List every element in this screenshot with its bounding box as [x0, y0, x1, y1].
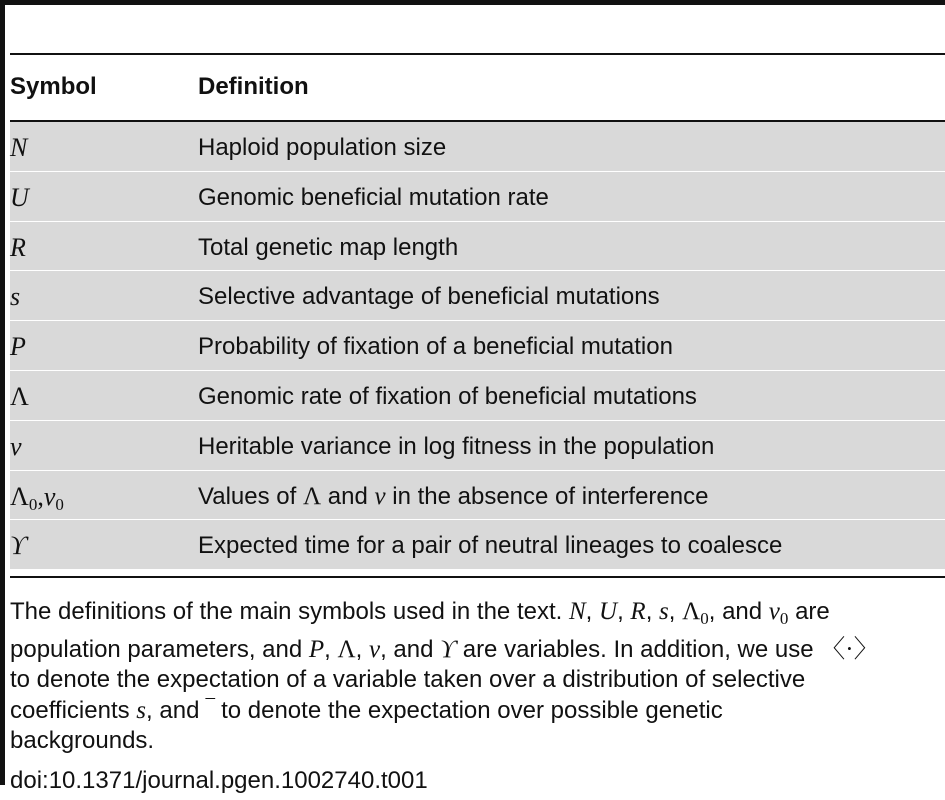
symbol-cell: s: [10, 282, 21, 312]
definition-cell: Heritable variance in log fitness in the population: [198, 432, 715, 460]
math-lambda: Λ: [302, 482, 322, 510]
caption-line: backgrounds.: [10, 727, 155, 754]
table-body: [10, 122, 945, 570]
caption-text: are: [788, 598, 830, 625]
caption-text: ,: [645, 598, 660, 625]
math-symbol: s: [136, 696, 147, 724]
caption-text: , and: [380, 635, 441, 663]
symbol-cell: R: [10, 232, 26, 262]
table-caption: [10, 597, 945, 757]
symbol-cell: P: [10, 332, 26, 362]
table-row: [10, 321, 945, 371]
caption-text: ,: [324, 635, 338, 663]
table-row: [10, 271, 945, 321]
caption-line: [10, 635, 945, 666]
math-subscript: 0: [779, 609, 789, 628]
caption-text: ,: [617, 598, 631, 625]
table-row: [10, 122, 945, 172]
caption-text: coefficients: [10, 696, 137, 724]
definition-cell: Genomic rate of fixation of beneficial mutations: [198, 382, 697, 410]
caption-line: [10, 597, 945, 635]
table-row: [10, 222, 945, 272]
math-symbol: v: [368, 635, 381, 663]
doi-link-text[interactable]: doi:10.1371/journal.pgen.1002740.t001: [10, 767, 428, 794]
table-header-row: [10, 55, 945, 120]
caption-text: The definitions of the main symbols used in the text.: [10, 598, 569, 625]
symbol-cell: v: [10, 431, 22, 461]
definition-text: in the absence of interference: [385, 482, 709, 510]
definition-cell: [198, 482, 708, 512]
math-symbol: 〈·〉: [820, 635, 879, 663]
math-symbol: N: [568, 598, 586, 625]
left-border-rule: [0, 0, 5, 785]
math-symbol: R: [630, 598, 646, 625]
caption-text: ,: [668, 598, 683, 625]
definition-text: and: [321, 482, 375, 510]
table-row: [10, 471, 945, 521]
table-row: [10, 421, 945, 471]
definition-cell: Haploid population size: [198, 134, 447, 161]
top-border-rule: [0, 0, 945, 5]
header-definition: Definition: [198, 73, 309, 100]
table-row: [10, 172, 945, 222]
caption-line: [10, 696, 945, 727]
definition-cell: Genomic beneficial mutation rate: [198, 183, 549, 211]
symbol-cell: ϒ: [10, 531, 27, 561]
definition-cell: Total genetic map length: [198, 233, 459, 261]
math-subscript: 0: [700, 609, 709, 628]
caption-text: , and: [146, 696, 207, 724]
symbol-cell: N: [10, 133, 28, 162]
definition-cell: Selective advantage of beneficial mutations: [198, 283, 660, 311]
caption-text: , and: [708, 598, 769, 625]
math-v: v: [374, 482, 386, 510]
caption-text: are variables. In addition, we use: [456, 635, 821, 663]
math-symbol: Λ: [682, 598, 701, 625]
caption-text: to denote the expectation over possible genetic: [214, 696, 723, 724]
math-symbol: ‾: [206, 696, 215, 724]
math-symbol: U: [599, 598, 618, 625]
math-symbol: s: [659, 598, 669, 625]
math-symbol: v: [768, 598, 780, 625]
definition-text: Values of: [198, 482, 303, 510]
symbol-cell: Λ: [10, 381, 29, 411]
caption-text: ,: [585, 598, 599, 625]
table-row: [10, 520, 945, 570]
symbol-cell: U: [10, 182, 29, 212]
symbol-cell: $\Lambda_0,v_0$: [10, 481, 64, 514]
math-symbol: Λ: [337, 635, 356, 663]
definition-cell: Expected time for a pair of neutral lineages to coalesce: [198, 532, 783, 560]
header-symbol: Symbol: [10, 73, 97, 100]
table-row: [10, 371, 945, 421]
math-symbol: P: [308, 635, 325, 663]
caption-line: to denote the expectation of a variable taken over a distribution of selective: [10, 666, 806, 693]
definition-cell: Probability of fixation of a beneficial mutation: [198, 333, 673, 361]
math-symbol: ϒ: [440, 635, 457, 663]
caption-text: ,: [355, 635, 369, 663]
table-bottom-rule: [10, 576, 945, 578]
caption-text: population parameters, and: [10, 635, 309, 663]
